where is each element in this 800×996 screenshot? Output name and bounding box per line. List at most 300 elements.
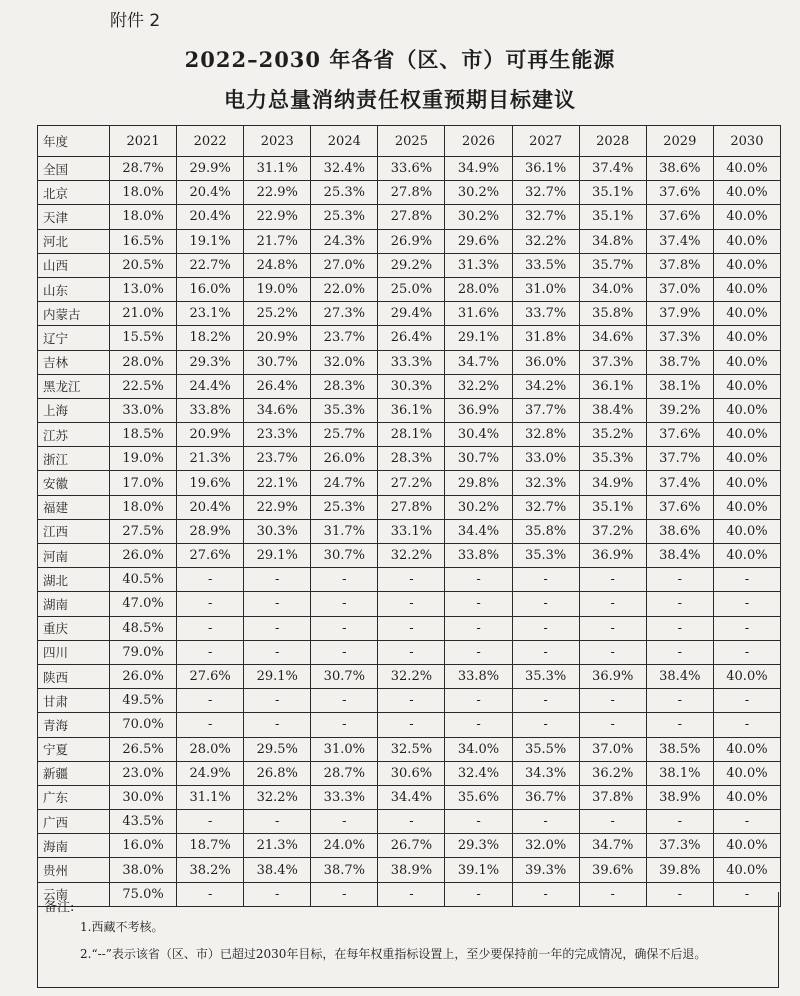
value-cell: 25.7%: [311, 423, 378, 447]
value-cell: -: [512, 592, 579, 616]
value-cell: -: [311, 568, 378, 592]
value-cell: 27.6%: [177, 544, 244, 568]
value-cell: 22.9%: [244, 495, 311, 519]
value-cell: 36.9%: [445, 398, 512, 422]
province-cell: 海南: [38, 834, 110, 858]
value-cell: 33.8%: [445, 664, 512, 688]
value-cell: -: [579, 592, 646, 616]
value-cell: 37.8%: [646, 253, 713, 277]
value-cell: -: [311, 616, 378, 640]
table-row: [38, 350, 781, 374]
value-cell: -: [445, 713, 512, 737]
value-cell: 33.8%: [177, 398, 244, 422]
value-cell: 20.4%: [177, 205, 244, 229]
value-cell: -: [713, 713, 780, 737]
province-cell: 辽宁: [38, 326, 110, 350]
value-cell: 22.9%: [244, 181, 311, 205]
value-cell: 37.0%: [646, 277, 713, 301]
header-cell-2023: 2023: [244, 126, 311, 157]
value-cell: 33.0%: [110, 398, 177, 422]
value-cell: -: [177, 592, 244, 616]
table-row: [38, 398, 781, 422]
value-cell: -: [445, 568, 512, 592]
value-cell: 31.0%: [311, 737, 378, 761]
province-cell: 陕西: [38, 664, 110, 688]
value-cell: 17.0%: [110, 471, 177, 495]
value-cell: 38.6%: [646, 157, 713, 181]
value-cell: -: [646, 882, 713, 906]
value-cell: -: [311, 592, 378, 616]
table-row: [38, 858, 781, 882]
value-cell: -: [311, 882, 378, 906]
value-cell: 30.7%: [311, 664, 378, 688]
value-cell: 26.7%: [378, 834, 445, 858]
value-cell: -: [311, 810, 378, 834]
value-cell: 19.1%: [177, 229, 244, 253]
value-cell: -: [512, 640, 579, 664]
value-cell: 27.8%: [378, 495, 445, 519]
value-cell: 40.0%: [713, 181, 780, 205]
value-cell: 36.0%: [512, 350, 579, 374]
value-cell: -: [311, 689, 378, 713]
value-cell: 30.7%: [244, 350, 311, 374]
value-cell: 24.3%: [311, 229, 378, 253]
province-cell: 内蒙古: [38, 302, 110, 326]
value-cell: 25.2%: [244, 302, 311, 326]
value-cell: 40.5%: [110, 568, 177, 592]
value-cell: 30.2%: [445, 205, 512, 229]
value-cell: 23.1%: [177, 302, 244, 326]
value-cell: 35.2%: [579, 423, 646, 447]
value-cell: 39.8%: [646, 858, 713, 882]
value-cell: -: [713, 592, 780, 616]
value-cell: 40.0%: [713, 302, 780, 326]
value-cell: 30.3%: [244, 519, 311, 543]
notes-label: 备注:: [44, 900, 75, 915]
table-row: [38, 664, 781, 688]
province-cell: 江西: [38, 519, 110, 543]
value-cell: 35.8%: [512, 519, 579, 543]
value-cell: 28.7%: [110, 157, 177, 181]
note-2: 2.“--”表示该省（区、市）已超过2030年目标，在每年权重指标设置上，至少要保持前一年的完成情况，确保不后退。: [80, 947, 707, 961]
value-cell: 40.0%: [713, 326, 780, 350]
value-cell: 23.0%: [110, 761, 177, 785]
value-cell: 36.1%: [378, 398, 445, 422]
value-cell: -: [445, 810, 512, 834]
value-cell: 24.8%: [244, 253, 311, 277]
value-cell: 38.1%: [646, 761, 713, 785]
value-cell: 20.4%: [177, 181, 244, 205]
table-row: [38, 689, 781, 713]
value-cell: 37.0%: [579, 737, 646, 761]
value-cell: 27.6%: [177, 664, 244, 688]
value-cell: 32.4%: [311, 157, 378, 181]
value-cell: 30.7%: [445, 447, 512, 471]
value-cell: -: [244, 882, 311, 906]
value-cell: 36.1%: [512, 157, 579, 181]
value-cell: 26.4%: [244, 374, 311, 398]
value-cell: -: [177, 640, 244, 664]
value-cell: 29.1%: [244, 544, 311, 568]
value-cell: 35.5%: [512, 737, 579, 761]
table-row: [38, 302, 781, 326]
value-cell: 27.2%: [378, 471, 445, 495]
value-cell: 34.6%: [244, 398, 311, 422]
value-cell: 27.8%: [378, 181, 445, 205]
value-cell: 31.7%: [311, 519, 378, 543]
value-cell: 40.0%: [713, 519, 780, 543]
value-cell: 29.4%: [378, 302, 445, 326]
province-cell: 上海: [38, 398, 110, 422]
value-cell: 43.5%: [110, 810, 177, 834]
value-cell: 35.3%: [311, 398, 378, 422]
value-cell: 36.1%: [579, 374, 646, 398]
value-cell: -: [713, 882, 780, 906]
value-cell: 37.9%: [646, 302, 713, 326]
table-row: [38, 277, 781, 301]
value-cell: 31.1%: [244, 157, 311, 181]
value-cell: 40.0%: [713, 229, 780, 253]
value-cell: 37.6%: [646, 181, 713, 205]
value-cell: 40.0%: [713, 423, 780, 447]
value-cell: 70.0%: [110, 713, 177, 737]
value-cell: 28.3%: [311, 374, 378, 398]
value-cell: 47.0%: [110, 592, 177, 616]
value-cell: 37.6%: [646, 205, 713, 229]
value-cell: 29.3%: [177, 350, 244, 374]
value-cell: 28.3%: [378, 447, 445, 471]
province-cell: 湖北: [38, 568, 110, 592]
table-row: [38, 713, 781, 737]
value-cell: 16.5%: [110, 229, 177, 253]
value-cell: 40.0%: [713, 737, 780, 761]
value-cell: 34.6%: [579, 326, 646, 350]
value-cell: 32.0%: [311, 350, 378, 374]
value-cell: 39.6%: [579, 858, 646, 882]
value-cell: 37.4%: [646, 229, 713, 253]
value-cell: 30.4%: [445, 423, 512, 447]
value-cell: 35.1%: [579, 181, 646, 205]
value-cell: 38.4%: [646, 664, 713, 688]
province-cell: 天津: [38, 205, 110, 229]
value-cell: 35.1%: [579, 205, 646, 229]
value-cell: 29.5%: [244, 737, 311, 761]
value-cell: 38.0%: [110, 858, 177, 882]
value-cell: 38.7%: [311, 858, 378, 882]
value-cell: 29.8%: [445, 471, 512, 495]
value-cell: 40.0%: [713, 834, 780, 858]
value-cell: 35.3%: [512, 664, 579, 688]
value-cell: 18.0%: [110, 495, 177, 519]
document-title-line-2: 电力总量消纳责任权重预期目标建议: [224, 87, 576, 112]
value-cell: -: [512, 689, 579, 713]
value-cell: 38.4%: [646, 544, 713, 568]
value-cell: -: [713, 616, 780, 640]
value-cell: 38.7%: [646, 350, 713, 374]
value-cell: -: [579, 689, 646, 713]
value-cell: 39.2%: [646, 398, 713, 422]
value-cell: -: [177, 568, 244, 592]
province-cell: 广东: [38, 785, 110, 809]
value-cell: 40.0%: [713, 495, 780, 519]
table-row: [38, 423, 781, 447]
value-cell: 32.2%: [512, 229, 579, 253]
value-cell: 20.9%: [244, 326, 311, 350]
value-cell: 28.0%: [110, 350, 177, 374]
value-cell: 38.2%: [177, 858, 244, 882]
value-cell: 32.2%: [445, 374, 512, 398]
value-cell: 22.9%: [244, 205, 311, 229]
value-cell: 34.9%: [445, 157, 512, 181]
value-cell: 32.3%: [512, 471, 579, 495]
value-cell: -: [177, 713, 244, 737]
table-row: [38, 495, 781, 519]
province-cell: 黑龙江: [38, 374, 110, 398]
value-cell: 18.0%: [110, 205, 177, 229]
attachment-label: 附件 2: [110, 11, 161, 31]
table-row: [38, 544, 781, 568]
value-cell: 35.8%: [579, 302, 646, 326]
value-cell: 37.4%: [646, 471, 713, 495]
province-cell: 山西: [38, 253, 110, 277]
value-cell: 21.3%: [177, 447, 244, 471]
table-row: [38, 471, 781, 495]
value-cell: 40.0%: [713, 544, 780, 568]
value-cell: -: [378, 689, 445, 713]
province-cell: 全国: [38, 157, 110, 181]
value-cell: -: [579, 810, 646, 834]
value-cell: 30.2%: [445, 495, 512, 519]
province-cell: 云南: [38, 882, 110, 906]
value-cell: 29.1%: [445, 326, 512, 350]
value-cell: 29.1%: [244, 664, 311, 688]
value-cell: 40.0%: [713, 664, 780, 688]
value-cell: 32.8%: [512, 423, 579, 447]
value-cell: 23.7%: [311, 326, 378, 350]
value-cell: 28.0%: [177, 737, 244, 761]
value-cell: 40.0%: [713, 858, 780, 882]
value-cell: -: [311, 640, 378, 664]
value-cell: -: [512, 713, 579, 737]
value-cell: 34.0%: [445, 737, 512, 761]
value-cell: 16.0%: [110, 834, 177, 858]
value-cell: -: [378, 640, 445, 664]
value-cell: -: [713, 640, 780, 664]
value-cell: 37.3%: [646, 326, 713, 350]
value-cell: 31.0%: [512, 277, 579, 301]
value-cell: -: [177, 882, 244, 906]
value-cell: 36.2%: [579, 761, 646, 785]
value-cell: 24.7%: [311, 471, 378, 495]
value-cell: -: [579, 882, 646, 906]
header-cell-2030: 2030: [713, 126, 780, 157]
value-cell: 75.0%: [110, 882, 177, 906]
value-cell: 19.0%: [110, 447, 177, 471]
value-cell: 40.0%: [713, 157, 780, 181]
province-cell: 福建: [38, 495, 110, 519]
value-cell: 35.7%: [579, 253, 646, 277]
value-cell: 19.0%: [244, 277, 311, 301]
header-cell-2021: 2021: [110, 126, 177, 157]
value-cell: 29.3%: [445, 834, 512, 858]
value-cell: 39.1%: [445, 858, 512, 882]
value-cell: 25.3%: [311, 495, 378, 519]
value-cell: 30.7%: [311, 544, 378, 568]
value-cell: 27.8%: [378, 205, 445, 229]
header-cell-2025: 2025: [378, 126, 445, 157]
table-row: [38, 640, 781, 664]
value-cell: 26.0%: [110, 664, 177, 688]
value-cell: 26.4%: [378, 326, 445, 350]
table-row: [38, 157, 781, 181]
province-cell: 贵州: [38, 858, 110, 882]
value-cell: 40.0%: [713, 374, 780, 398]
value-cell: -: [244, 713, 311, 737]
value-cell: 32.2%: [244, 785, 311, 809]
table-row: [38, 761, 781, 785]
notes-box: [37, 892, 779, 988]
value-cell: 21.0%: [110, 302, 177, 326]
header-cell-2022: 2022: [177, 126, 244, 157]
value-cell: -: [445, 882, 512, 906]
value-cell: 31.8%: [512, 326, 579, 350]
value-cell: 18.5%: [110, 423, 177, 447]
value-cell: 34.8%: [579, 229, 646, 253]
value-cell: -: [646, 810, 713, 834]
value-cell: 22.0%: [311, 277, 378, 301]
value-cell: 22.1%: [244, 471, 311, 495]
province-cell: 甘肃: [38, 689, 110, 713]
value-cell: 22.7%: [177, 253, 244, 277]
value-cell: -: [646, 592, 713, 616]
value-cell: 34.4%: [378, 785, 445, 809]
value-cell: 33.3%: [311, 785, 378, 809]
value-cell: 38.9%: [378, 858, 445, 882]
value-cell: 27.0%: [311, 253, 378, 277]
value-cell: -: [512, 882, 579, 906]
province-cell: 重庆: [38, 616, 110, 640]
province-cell: 湖南: [38, 592, 110, 616]
value-cell: -: [244, 689, 311, 713]
value-cell: -: [311, 713, 378, 737]
table-row: [38, 834, 781, 858]
value-cell: 28.7%: [311, 761, 378, 785]
value-cell: -: [646, 689, 713, 713]
value-cell: 32.4%: [445, 761, 512, 785]
value-cell: 33.6%: [378, 157, 445, 181]
value-cell: -: [244, 640, 311, 664]
value-cell: 24.9%: [177, 761, 244, 785]
value-cell: -: [713, 568, 780, 592]
value-cell: 27.3%: [311, 302, 378, 326]
value-cell: 30.0%: [110, 785, 177, 809]
value-cell: 36.9%: [579, 664, 646, 688]
value-cell: 25.3%: [311, 205, 378, 229]
value-cell: 32.2%: [378, 544, 445, 568]
value-cell: -: [177, 616, 244, 640]
province-cell: 江苏: [38, 423, 110, 447]
value-cell: 26.0%: [311, 447, 378, 471]
value-cell: 18.7%: [177, 834, 244, 858]
value-cell: 33.0%: [512, 447, 579, 471]
value-cell: 37.7%: [512, 398, 579, 422]
value-cell: 20.9%: [177, 423, 244, 447]
value-cell: -: [378, 568, 445, 592]
value-cell: 30.2%: [445, 181, 512, 205]
value-cell: 40.0%: [713, 350, 780, 374]
header-cell-2027: 2027: [512, 126, 579, 157]
value-cell: 40.0%: [713, 471, 780, 495]
value-cell: 33.7%: [512, 302, 579, 326]
table-row: [38, 447, 781, 471]
value-cell: 38.9%: [646, 785, 713, 809]
value-cell: 37.4%: [579, 157, 646, 181]
value-cell: 37.3%: [579, 350, 646, 374]
province-cell: 广西: [38, 810, 110, 834]
value-cell: 18.0%: [110, 181, 177, 205]
value-cell: -: [445, 592, 512, 616]
province-cell: 河南: [38, 544, 110, 568]
table-row: [38, 592, 781, 616]
value-cell: 15.5%: [110, 326, 177, 350]
table-body: [38, 157, 781, 907]
value-cell: 38.4%: [579, 398, 646, 422]
value-cell: 33.3%: [378, 350, 445, 374]
value-cell: 79.0%: [110, 640, 177, 664]
value-cell: 32.2%: [378, 664, 445, 688]
value-cell: 34.3%: [512, 761, 579, 785]
value-cell: 34.0%: [579, 277, 646, 301]
value-cell: 35.1%: [579, 495, 646, 519]
value-cell: 35.6%: [445, 785, 512, 809]
value-cell: 37.8%: [579, 785, 646, 809]
value-cell: 39.3%: [512, 858, 579, 882]
value-cell: -: [713, 810, 780, 834]
value-cell: 28.0%: [445, 277, 512, 301]
value-cell: -: [244, 592, 311, 616]
value-cell: 16.0%: [177, 277, 244, 301]
value-cell: 26.9%: [378, 229, 445, 253]
header-cell-year: 年度: [38, 126, 110, 157]
value-cell: 48.5%: [110, 616, 177, 640]
value-cell: -: [378, 713, 445, 737]
value-cell: 38.4%: [244, 858, 311, 882]
value-cell: 23.3%: [244, 423, 311, 447]
value-cell: 36.7%: [512, 785, 579, 809]
value-cell: 25.3%: [311, 181, 378, 205]
value-cell: 38.6%: [646, 519, 713, 543]
value-cell: -: [445, 689, 512, 713]
value-cell: -: [244, 568, 311, 592]
province-cell: 河北: [38, 229, 110, 253]
province-cell: 吉林: [38, 350, 110, 374]
value-cell: 29.9%: [177, 157, 244, 181]
header-cell-2026: 2026: [445, 126, 512, 157]
value-cell: 30.6%: [378, 761, 445, 785]
table-row: [38, 229, 781, 253]
province-cell: 安徽: [38, 471, 110, 495]
value-cell: 49.5%: [110, 689, 177, 713]
table-row: [38, 253, 781, 277]
value-cell: -: [713, 689, 780, 713]
value-cell: 40.0%: [713, 785, 780, 809]
value-cell: 24.0%: [311, 834, 378, 858]
value-cell: 26.8%: [244, 761, 311, 785]
table-row: [38, 326, 781, 350]
value-cell: -: [378, 616, 445, 640]
value-cell: 26.5%: [110, 737, 177, 761]
value-cell: -: [378, 592, 445, 616]
